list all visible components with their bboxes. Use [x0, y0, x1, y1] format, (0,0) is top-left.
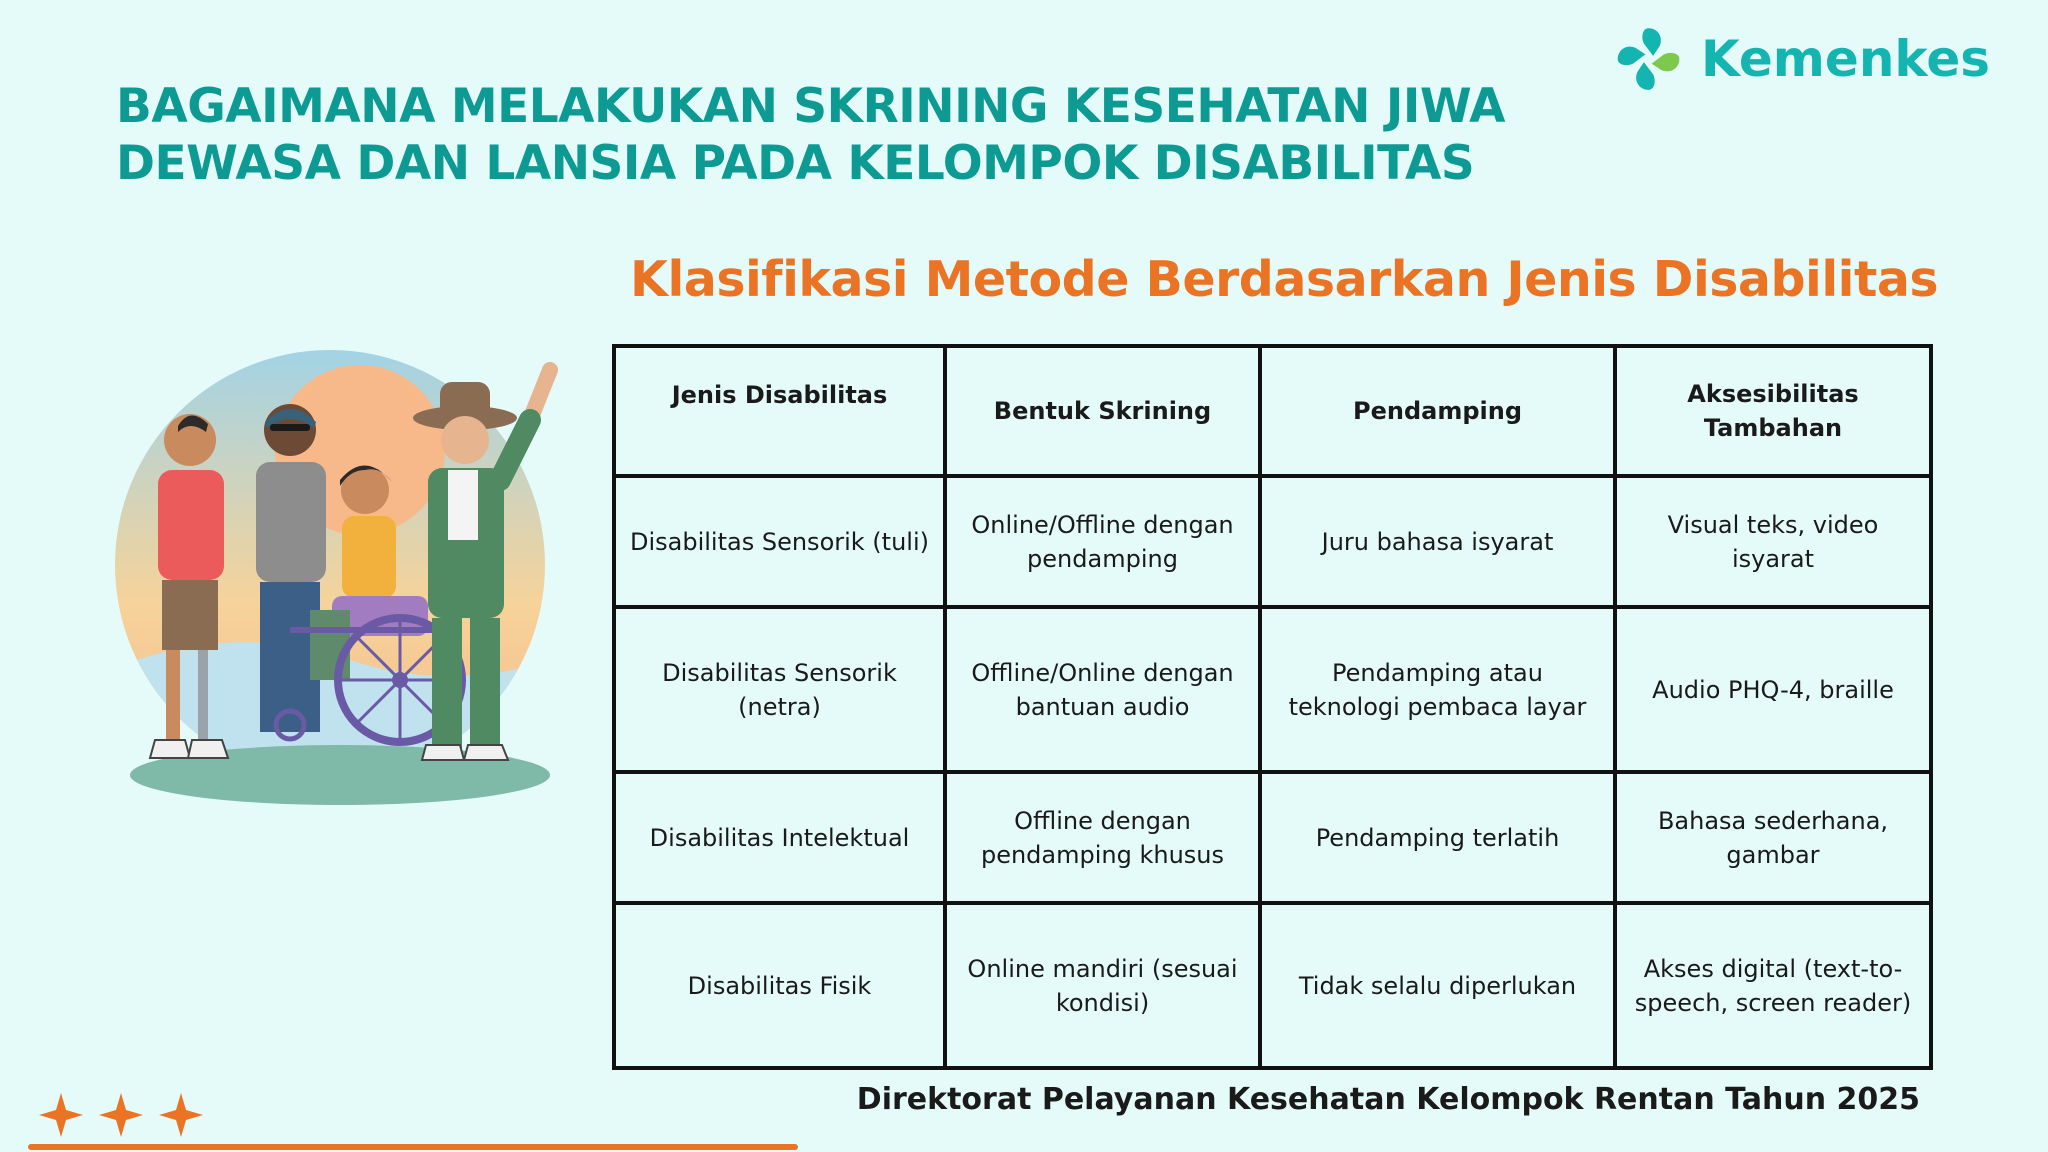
table-cell: Akses digital (text-to-speech, screen reader) — [1615, 903, 1931, 1068]
footer-credit: Direktorat Pelayanan Kesehatan Kelompok Rentan Tahun 2025 — [856, 1082, 1920, 1117]
kemenkes-logo-icon — [1610, 15, 1687, 103]
table-row — [614, 772, 1931, 903]
table-cell: Pendamping terlatih — [1260, 772, 1615, 903]
table-cell: Offline dengan pendamping khusus — [945, 772, 1260, 903]
table-cell: Online/Offline dengan pendamping — [945, 476, 1260, 607]
column-header-bentuk-skrining: Bentuk Skrining — [945, 346, 1260, 476]
star-icon — [39, 1093, 83, 1137]
section-subtitle: Klasifikasi Metode Berdasarkan Jenis Disabilitas — [630, 251, 1939, 308]
table-cell: Bahasa sederhana, gambar — [1615, 772, 1931, 903]
table-cell: Visual teks, video isyarat — [1615, 476, 1931, 607]
table-row — [614, 903, 1931, 1068]
bottom-accent-line — [28, 1144, 798, 1150]
table-cell: Juru bahasa isyarat — [1260, 476, 1615, 607]
star-icon — [99, 1093, 143, 1137]
table-cell: Disabilitas Sensorik (tuli) — [614, 476, 945, 607]
page-title-line-1: BAGAIMANA MELAKUKAN SKRINING KESEHATAN JIWA — [116, 79, 1505, 134]
page-title — [116, 78, 1616, 192]
table-cell: Disabilitas Fisik — [614, 903, 945, 1068]
column-header-jenis-disabilitas: Jenis Disabilitas — [614, 346, 945, 476]
disability-group-illustration — [110, 340, 610, 820]
star-icon — [159, 1093, 203, 1137]
page-title-line-2: DEWASA DAN LANSIA PADA KELOMPOK DISABILITAS — [116, 136, 1475, 191]
table-row — [614, 607, 1931, 772]
column-header-pendamping: Pendamping — [1260, 346, 1615, 476]
table-header-row — [614, 346, 1931, 476]
table-row — [614, 476, 1931, 607]
table-cell: Audio PHQ-4, braille — [1615, 607, 1931, 772]
table-cell: Disabilitas Intelektual — [614, 772, 945, 903]
table-cell: Tidak selalu diperlukan — [1260, 903, 1615, 1068]
decorative-stars — [36, 1090, 216, 1140]
column-header-aksesibilitas-tambahan: Aksesibilitas Tambahan — [1615, 346, 1931, 476]
kemenkes-logo — [1610, 14, 1990, 104]
disability-classification-table — [612, 344, 1933, 1070]
table-cell: Disabilitas Sensorik (netra) — [614, 607, 945, 772]
table-cell: Online mandiri (sesuai kondisi) — [945, 903, 1260, 1068]
brand-name: Kemenkes — [1701, 30, 1990, 88]
table-cell: Pendamping atau teknologi pembaca layar — [1260, 607, 1615, 772]
table-cell: Offline/Online dengan bantuan audio — [945, 607, 1260, 772]
